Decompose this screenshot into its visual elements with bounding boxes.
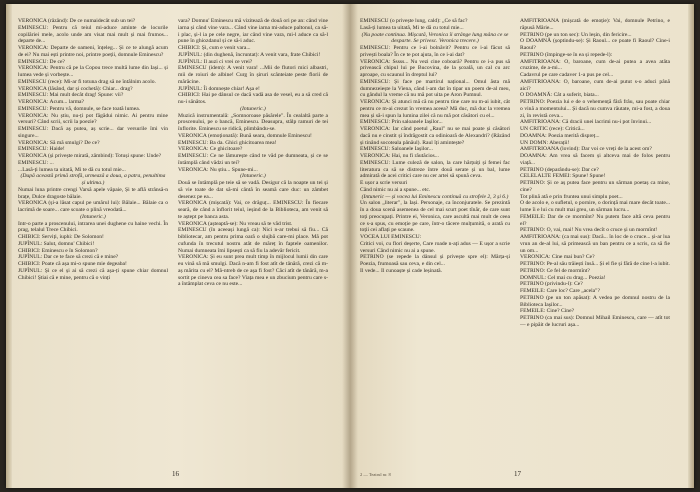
text-paragraph: EMINESCU (în aceeași lungă ca): Nici n-ar trebui să fiu... Că bibliotecar, am pentru prima oară o slujbă care-mi place. Mă pot cufunda în trecutul nostru atât de măreț în faptele oamenilor. Numai dumneata îmi lipsești ca să fiu la adevăr fericit. [178, 227, 328, 254]
text-paragraph: VERONICA: Hai, nu fi răutăcios... [360, 153, 439, 159]
text-paragraph: AMFITRIOANA (lovind): Dar voi ce vreți de la acest om? [520, 146, 652, 153]
text-paragraph: VERONICA (râzând): De ce numaidecât sub un tei? [18, 18, 136, 24]
text-paragraph: PETRINO (privindu-l): Ce? [520, 281, 583, 288]
right-page [350, 4, 694, 488]
text-paragraph: FEMEILE: Dar de ce mormînt? Nu putem face altă ceva pentru el? [520, 213, 670, 227]
text-paragraph: VERONICA: Sssss... Nu vezi cine coboară? Pentru ce i-a pus să privească chipul lui pe Bucovina, de la școală, un cal cu arc aproape, cu scaunul în dreptul lui? [360, 58, 510, 78]
page-number-left: 16 [172, 470, 179, 478]
text-paragraph: DOMNUL: Cel mai cu drag... Poezia! [520, 274, 606, 281]
text-paragraph: PETRINO: Poezia lui e de o vehemență fără frâu, sau poate chiar o vină a momentului... Și dacă nu cumva răutate, mi-a fost, a doua zi, în revistă ceva... [520, 99, 670, 119]
text-paragraph: JUPÎNUL: Salut, domnu' Chibici! [18, 240, 95, 247]
text-paragraph: EMINESCU: ... [18, 159, 54, 166]
book-spread [6, 4, 694, 488]
text-paragraph: Un salon „literar", la Iași. Personaje, ca înconjuratele. Se prezintă în a doua scenă asemenea de cel mai scurt poet tînăr, de care sunt toți preocupați. Printre ei, Veronica, care ascultă mai mult de ceea ce s-a spus, cu emoție pe care, într-o tăcere mulțumită, o arată cu toții cei aflați pe scaune. [360, 200, 510, 234]
text-paragraph: CHIBICI: Hai pe dânsul ce dacă vadă asa de vesel, eu a să cred că nu-i sănătos. [178, 92, 328, 105]
text-paragraph: E ușor a scrie versuri [360, 180, 408, 186]
text-paragraph: FEMEILE: Cine? Cine? [520, 308, 575, 315]
text-paragraph: PETRINO: Pe-al său trăiești însă... Și el fie și fără de cine l-a iubit. [520, 261, 670, 267]
text-paragraph: EMINESCU: Haide! [18, 146, 65, 153]
text-paragraph: CHIBICI: Eminescu e în Solomon? [18, 247, 98, 254]
text-paragraph: UN DOMN: Aberații! [520, 139, 570, 146]
text-paragraph: CHIBICI: Poate că așa mi-o spune mie degeaba! [18, 261, 127, 267]
text-paragraph: PETRINO (pe un ton sec): Un leșin, din fericire... [520, 31, 632, 38]
text-paragraph: JUPÎNUL: Și ce el și ai să crezi că așa-ți spune chiar domnul Chibici! Știai că e mine, pentru că o vinți [18, 267, 168, 281]
left-page-column-2 [178, 18, 328, 458]
page-edge-left [6, 4, 12, 488]
text-paragraph: (După această primă strofă, urmează a doua, a patra, penultima și ultima.) [20, 173, 166, 186]
text-paragraph: Două se întâmplă pe teie să se vadă. Desigur că la noapte un tei și să vie toate de dat să-mi cântă în seamă care duc: un zâmbet desenez pe ea... [178, 180, 328, 200]
text-paragraph: PETRINO: O, vai, mai! Nu vrea decît o cruce și un mormînt! [520, 227, 658, 234]
text-paragraph: EMINESCU: Saloanele Iașilor... [360, 146, 433, 153]
text-paragraph: CELELALTE FEMEI: Spune! Spune! [520, 173, 606, 180]
text-paragraph: O de acolo e, o sufletul, o pornire, o dorință mai mare decât toate... lume îi e lui cu mult mai greu, un sărman lucru... [520, 200, 670, 213]
text-paragraph: PETRINO (pe un ton apăsat): A vedea pe domnul nostru de la Biblioteca Iașilor... [520, 294, 670, 308]
text-paragraph: EMINESCU: De ce? [18, 58, 65, 65]
text-paragraph: PETRINO (împinge-se în ea și repede-l): [520, 51, 613, 58]
right-page-column-1 [360, 18, 510, 458]
text-paragraph: VOCEA LUI EMINESCU: [360, 234, 422, 240]
text-paragraph: UN CRITIC (rece): Critică... [520, 126, 585, 132]
text-paragraph: PETRINO (ca mai sus): Domnul Mihail Eminescu, care — atît tot — e pipăit de lucruri așa... [520, 315, 670, 328]
text-paragraph: ...Lasă-ți lumea ta uitată, Mi te dă cu totul mie... [18, 166, 126, 173]
text-paragraph: EMINESCU (idem): A venit vara! ...Mii de flutori mici albastri, mii de roiuri de albine! Curg în șiruri scânteiate peste florii de mărăcine. [178, 65, 328, 85]
text-paragraph: AMFITRIOANA: Că dracii unei lacrimi nu-i pot învinui... [520, 119, 652, 126]
text-paragraph: JUPÎNUL: (din dughenă, încruntat): A venit vara, frate Chibici! [178, 51, 321, 58]
text-paragraph: VERONICA: Departe de oameni, înțeleg... Și ce te alungă acum de ei? Nu mai ești printre noi, printre poeții, domnule Eminescu? [18, 45, 168, 58]
text-paragraph: Când nimic nu ai a spune... etc. [360, 186, 431, 193]
text-paragraph: VERONICA: Să mă smulgi? De ce? [18, 139, 100, 146]
text-paragraph: DOAMNA: Poezia merită dispreț... [520, 132, 600, 139]
text-paragraph: O DOAMNĂ (șoptindu-se): Și Raoul... ce poate fi Raoul? Cine-i Raoul? [520, 38, 670, 51]
text-paragraph: EMINESCU: Și face pe martirul național... Omul ăsta mă dumnezeiește la Viena, când i-am dat în tipar un poem de-al meu, cu gândul la vreme că nu mă pot uita pe Aron Pumnul. [360, 78, 510, 99]
text-paragraph: AMFITRIOANA (mișcată de emoție): Vai, domnule Petrino, e răpusă Mărie... [520, 18, 670, 31]
left-page-column-1 [18, 18, 168, 458]
text-paragraph: (Intuneric.) [240, 173, 266, 180]
page-footer-note: 2 — Teatrul nr. 8 [360, 472, 391, 477]
text-paragraph: VERONICA: Iar când poetul „Raul" nu se mai poate și căsători dacă nu e cinstit și îndrăgostit ca odinioară de Alexandri? (Râzând și tinând socoteala pânăul). Raul îți amintește? [360, 126, 510, 146]
text-paragraph: AMFITRIOANA: O, baroane, cum de-ai putut s-o aduci până aici? [520, 78, 670, 92]
text-paragraph: Critici voi, cu flori deșerte, Care roade n-ați adus — E ușor a scrie versuri Când nimic nu ai a spune. [360, 240, 510, 254]
text-paragraph: Cadavrul pe care cadaver 1-a pus pe cel... [520, 72, 614, 78]
text-paragraph: EMINESCU: Dacă aș putea, aș scrie... dar versurile îmi vin singure... [18, 126, 168, 139]
text-paragraph: VERONICA (mișcată): Vai, ce drăguț... EMINESCU: În fiecare seară, de când a înflorit teiul, ieșind de la Biblioteca, am venit să te aștept pe banca asta. [178, 200, 328, 220]
text-paragraph: AMFITRIOANA: O, baroane, cum de-ai putea a avea atâta cruzime, de a-mi... [520, 58, 670, 72]
text-paragraph: PETRINO (deparându-se): Dar ce? [520, 166, 599, 173]
text-paragraph: VERONICA: Ce ghicitoare? [178, 146, 243, 153]
text-paragraph: PETRINO: Ce fel de mormînt? [520, 267, 590, 274]
text-paragraph: VERONICA (și privește mirată, zâmbind): Totuși spune: Unde? [18, 153, 162, 159]
text-paragraph: JUPÎNUL: Îi domnește chiar! Așa e! [178, 85, 260, 92]
text-paragraph: Lasă-ți lumea ta uitată, Mi te dă cu totul mie... [360, 24, 464, 31]
text-paragraph: EMINESCU: Mai mult decât drag! Spune: vii? [18, 92, 124, 99]
text-paragraph: VERONICA: Pentru că pe la Copou trece multă lume din Iași... și lumea vede și vorbește... [18, 65, 168, 78]
text-paragraph: AMFITRIOANA: (ca mai sus): Dacă... în loc de o cruce... și-ar lua vrun an de-al lui, să primească un ban pentru ce a scris, ca să fie un om... [520, 234, 670, 254]
text-paragraph: O DOAMNĂ: Cât a suferit, biata... [520, 92, 599, 99]
text-paragraph: VERONICA: Acum... larma? [18, 99, 85, 105]
text-paragraph: VERONICA: Și eu sunt prea mult timp în mijlocul lumii din care eu vină să mă smulgi. Dacă n-am fi fost atît de tânără, crezi că m-aș mărita cu el? Mă-ntreb de ce așa fi fost? Căci atît de tânără, m-a sortit pe cineva cea sa face? Viața mea e un zbucium pentru care s-a întâmplat ceva ce nu este... [178, 254, 328, 288]
text-paragraph: PETRINO (se repede la dânsul și privește spre el): Mărța-și Poezia, frumoasă sau ceva, e din cel... [360, 254, 510, 267]
text-paragraph: JUPÎNUL: Il auzi ci vrei ce vrei? [178, 58, 253, 65]
text-paragraph: Intr-o parte a proscenului, intrarea unei dughene cu haine vechi. În prag, telalul Trece Chibici. [18, 220, 168, 234]
page-edge-right [688, 4, 694, 488]
text-paragraph: EMINESCU (rece): Mi-ar fi totuna drag să ne întâlnim acolo. [18, 78, 156, 85]
text-paragraph: EMINESCU: Ce ne lămurește când te văd pe dumneata, și ce se întâmplă când vădzi un tei? [178, 153, 328, 166]
text-paragraph: VERONICA (emoționată): Bună seara, domnule Eminescu! [178, 132, 312, 139]
text-paragraph: PETRINO: Și ce aș putea face pentru un sărman poetaș ca mine, cine? [520, 180, 670, 193]
text-paragraph: VERONICA: Și atunci mă că nu pentru tine care nu m-ai iubit, cât pentru ce m-ai crezut în vremea aceea? Mă duc, mă duc la vremea mea și să-i spun la lumina zilei că nu mă pot căsători cu el... [360, 99, 510, 119]
left-page [6, 4, 350, 488]
text-paragraph: EMINESCU: Prin saloanele Iașilor... [360, 119, 443, 126]
book-gutter [342, 4, 358, 488]
right-page-column-2 [520, 18, 670, 458]
text-paragraph: vara? Domnu' Eminescu mă vizitează de două ori pe an: când vine iarna și când vine vara... Când vine iarna mi-aduce paltonul, ca să-i plac, și-l ia pe cele negre, iar când vine vara, mi-l aduce ca să-l pune în ghiozdanul și ce să-i aduc. [178, 18, 328, 45]
text-paragraph: Tot plină ată e prin fruntea unui simplu poet... [520, 193, 623, 200]
text-paragraph: Numai luna printre crengi Varsă apele văpaie, Și te află strânsă-n brațe, Dulce dragoste bălaie. [18, 186, 168, 200]
text-paragraph: DOAMNA: Am vrea să facem și altceva mai de folos pentru viață... [520, 153, 670, 166]
text-paragraph: VERONICA: Cine mai bun? Ce? [520, 254, 595, 261]
text-paragraph: EMINESCU (o privește lung, cald): „Ce să fac? [360, 18, 468, 24]
text-paragraph: (Nu poate continua. Mișcată, Veronica îi strânge lung mâna ce se desparte. Se privesc. Veronica trecere.) [361, 31, 509, 45]
text-paragraph: CHIBICI: Serviți, iuphi: De Solomon! [18, 234, 104, 240]
text-paragraph: EMINESCU: Pentru că teiul mi-aduce aminte de locurile copilăriei mele, acolo unde am visat mai mult și mai frumos... departe de... [18, 24, 168, 45]
text-paragraph: CHIBICI: Și, cum e venit vara... [178, 45, 251, 51]
text-paragraph: VERONICA (și-a lăsat capul pe umărul lui): Bălaie... Bălaie ca o lacrimă de soare... care scoate o plină vreodată... [18, 200, 168, 213]
text-paragraph: (Intuneric.) [80, 213, 106, 220]
text-paragraph: Il vede... Il cunoaște și cade leșinată. [360, 267, 443, 274]
text-paragraph: VERONICA (lăsând, dar și cochetă): Chiar... drag? [18, 85, 133, 92]
text-paragraph: VERONICA: Nu știu... Spune-mi... [178, 166, 258, 173]
text-paragraph: Muzică instrumentală: „Somnoroase păsărele". În cealaltă parte a proscenului, pe o bancă, Eminescu. Deasupra, stâlp ramuri de tei înflorite. Eminescu se ridică, plimbându-se. [178, 112, 328, 132]
text-paragraph: EMINESCU: Pentru vă, domnule, se face toată lumea. [18, 105, 141, 112]
text-paragraph: EMINESCU: Pentru ce i-ai bolnăvit? Pentru ce i-ai făcut să privești boala? În ce te pot ajuta, în ce i-ai dat? [360, 45, 510, 58]
page-number-right: 17 [514, 470, 521, 478]
text-paragraph: (Intuneric.) [240, 105, 266, 112]
text-paragraph: FEMEILE: Care loc? Care „acela"? [520, 288, 600, 294]
text-paragraph: VERONICA: Nu știu, nu-ți pot făgădui nimic. Ai pentru mine versuri? Când scrii, scrii la poezie? [18, 112, 168, 126]
text-paragraph: EMINESCU: Lume culeză de salon, la care hărțuiți și femei fac literatura ca să se distreze între două serate și un bal, lume admirată de acei critici care nu cer artei să spună ceva. [360, 159, 510, 180]
text-paragraph: JUPÎNUL: Dar ce te face să crezi că e mine? [18, 254, 119, 261]
text-paragraph: EMINESCU: Ba da. Ghici ghicitoarea mea! [178, 139, 277, 146]
text-paragraph: (Intuneric — și vocea lui Eminescu continuă cu strofele 2, 3 și 6.) [361, 193, 509, 200]
text-paragraph: VERONICA (așteaptă-se): Nu vreau să te văd trist. [178, 220, 293, 227]
